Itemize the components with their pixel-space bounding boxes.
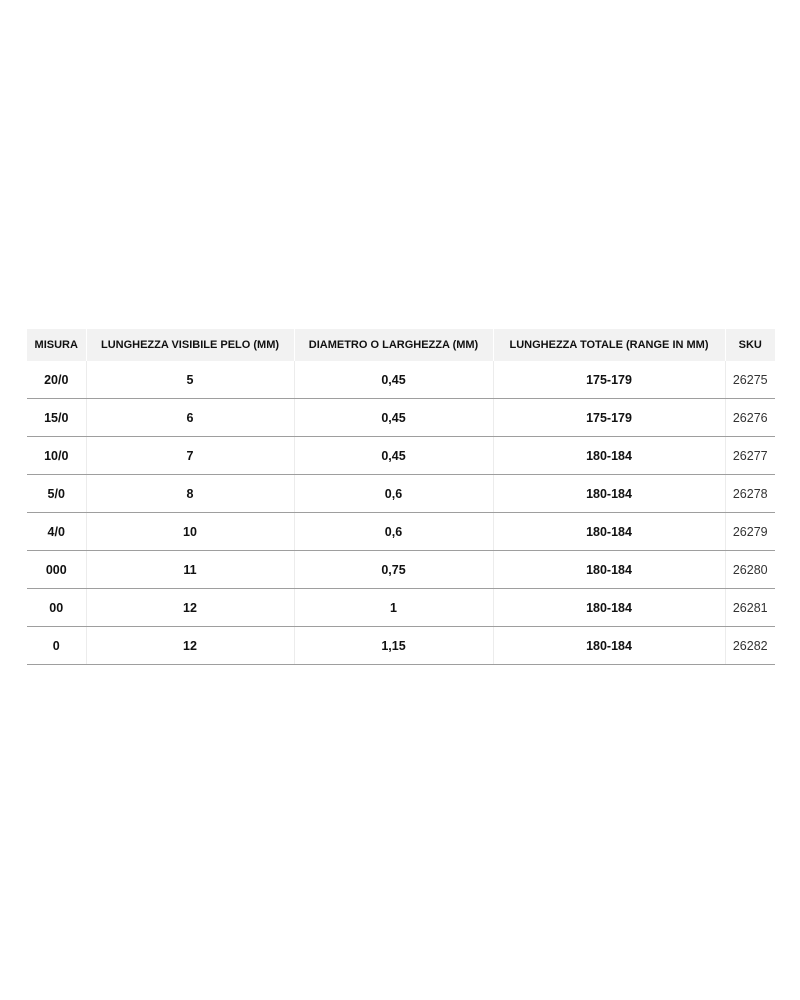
cell-sku: 26278 xyxy=(725,475,775,513)
cell-sku: 26275 xyxy=(725,361,775,399)
cell-diametro: 0,45 xyxy=(294,361,493,399)
cell-lunghezza-visibile: 12 xyxy=(86,627,294,665)
size-table-container xyxy=(27,329,775,665)
size-table xyxy=(27,329,775,665)
cell-misura: 15/0 xyxy=(27,399,86,437)
table-row xyxy=(27,437,775,475)
cell-lunghezza-visibile: 8 xyxy=(86,475,294,513)
cell-misura: 00 xyxy=(27,589,86,627)
cell-sku: 26276 xyxy=(725,399,775,437)
table-row xyxy=(27,551,775,589)
cell-sku: 26277 xyxy=(725,437,775,475)
cell-sku: 26279 xyxy=(725,513,775,551)
header-lunghezza-visibile: LUNGHEZZA VISIBILE PELO (MM) xyxy=(86,329,294,361)
header-diametro: DIAMETRO O LARGHEZZA (MM) xyxy=(294,329,493,361)
cell-misura: 5/0 xyxy=(27,475,86,513)
cell-lunghezza-totale: 180-184 xyxy=(493,551,725,589)
table-row xyxy=(27,627,775,665)
cell-lunghezza-visibile: 12 xyxy=(86,589,294,627)
cell-misura: 0 xyxy=(27,627,86,665)
table-row xyxy=(27,589,775,627)
cell-sku: 26281 xyxy=(725,589,775,627)
cell-diametro: 0,75 xyxy=(294,551,493,589)
header-sku: SKU xyxy=(725,329,775,361)
cell-lunghezza-visibile: 5 xyxy=(86,361,294,399)
cell-lunghezza-totale: 175-179 xyxy=(493,399,725,437)
table-header xyxy=(27,329,775,361)
cell-lunghezza-totale: 180-184 xyxy=(493,437,725,475)
cell-lunghezza-visibile: 11 xyxy=(86,551,294,589)
cell-lunghezza-totale: 180-184 xyxy=(493,627,725,665)
cell-diametro: 0,6 xyxy=(294,475,493,513)
cell-sku: 26280 xyxy=(725,551,775,589)
cell-misura: 20/0 xyxy=(27,361,86,399)
cell-sku: 26282 xyxy=(725,627,775,665)
cell-diametro: 0,6 xyxy=(294,513,493,551)
cell-diametro: 1,15 xyxy=(294,627,493,665)
table-row xyxy=(27,513,775,551)
cell-lunghezza-totale: 180-184 xyxy=(493,513,725,551)
header-misura: MISURA xyxy=(27,329,86,361)
cell-misura: 10/0 xyxy=(27,437,86,475)
header-row xyxy=(27,329,775,361)
cell-lunghezza-visibile: 10 xyxy=(86,513,294,551)
cell-diametro: 0,45 xyxy=(294,437,493,475)
header-lunghezza-totale: LUNGHEZZA TOTALE (RANGE IN MM) xyxy=(493,329,725,361)
table-row xyxy=(27,399,775,437)
cell-lunghezza-visibile: 7 xyxy=(86,437,294,475)
cell-misura: 000 xyxy=(27,551,86,589)
cell-diametro: 0,45 xyxy=(294,399,493,437)
table-row xyxy=(27,475,775,513)
cell-lunghezza-totale: 180-184 xyxy=(493,475,725,513)
cell-lunghezza-visibile: 6 xyxy=(86,399,294,437)
cell-lunghezza-totale: 175-179 xyxy=(493,361,725,399)
cell-lunghezza-totale: 180-184 xyxy=(493,589,725,627)
cell-misura: 4/0 xyxy=(27,513,86,551)
table-body xyxy=(27,361,775,665)
table-row xyxy=(27,361,775,399)
cell-diametro: 1 xyxy=(294,589,493,627)
